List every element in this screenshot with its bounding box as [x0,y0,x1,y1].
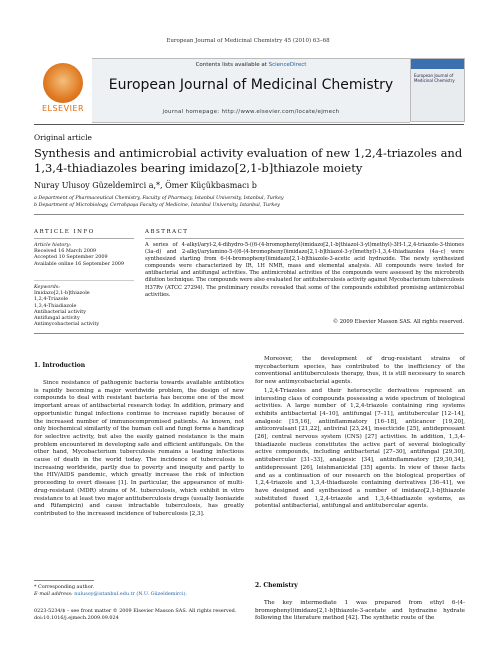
journal-banner [92,58,410,123]
history-online: Available online 16 September 2009 [34,260,125,267]
publisher-name: ELSEVIER [41,104,85,113]
introduction-heading: 1. Introduction [34,362,86,369]
history-label: Article history: [34,242,72,248]
doi-line[interactable]: doi:10.1016/j.ejmech.2009.09.024 [34,614,119,621]
abstract-heading: ABSTRACT [145,229,189,235]
header-divider [34,124,464,125]
journal-cover-thumbnail[interactable] [410,58,465,122]
issn-doi [34,608,294,621]
keyword[interactable]: Antifungal activity [34,315,80,322]
email-line [34,591,244,598]
introduction-column-right [255,356,465,512]
contents-prefix: Contents lists available at [195,62,269,68]
introduction-column-left [34,380,244,520]
affiliations [34,195,464,209]
chemistry-heading: 2. Chemistry [255,582,298,589]
introduction-paragraph: Since resistance of pathogenic bacteria towards available antibiotics is rapidly becoming a major worldwide problem, the design of new compounds to deal with resistant bacteria has become one of the most important areas of antibacterial research today. In addition, primary and opportunistic fungal infections continue to increase rapidly because of the increased number of immunocompromised patients. As known, not only biochemical similarity of the human cell and fungi forms a handicap for selective activity, but also the easily gained resistance is the main problem encountered in developing safe and efficient antifungals. On the other hand, Mycobacterium tuberculosis remains a leading infectious cause of death in the world today. The incidence of tuberculosis is increasing worldwide, partly due to poverty and inequity and partly to the HIV/AIDS pandemic, which greatly increase the risk of infection proceeding to overt disease [1]. In particular, the appearance of multi-drug-resistant (MDR) strains of M. tuberculosis, which exhibit in vitro resistance to at least two major antituberculosis drugs (usually Isoniazide and Rifampicin) and cause intractable tuberculosis, has greatly contributed to the increased incidence of tuberculosis [2,3]. [34,380,244,517]
article-history [34,242,134,267]
elsevier-tree-icon [43,63,83,103]
affiliation-a: a Department of Pharmaceutical Chemistry, Faculty of Pharmacy, Istanbul University, Istanbul, Turkey [34,196,284,201]
article-authors: Nuray Ulusoy Güzeldemirci a,*, Ömer Küçükbasmacı b [34,181,257,190]
history-received: Received 16 March 2009 [34,248,97,255]
cover-band [411,59,464,69]
sciencedirect-link[interactable]: ScienceDirect [268,62,307,68]
journal-homepage-link[interactable]: journal homepage: http://www.elsevier.com/locate/ejmech [162,109,340,115]
cover-title: European Journal of Medicinal Chemistry [414,73,455,84]
keywords-list [34,284,134,327]
email-label: E-mail address: [34,590,75,597]
keyword[interactable]: 1,2,4-Triazole [34,296,68,303]
abstract-copyright: © 2009 Elsevier Masson SAS. All rights reserved. [332,319,464,325]
affiliation-divider [34,214,464,215]
keyword[interactable]: Antimycobacterial activity [34,321,100,328]
elsevier-logo[interactable] [34,58,92,122]
abstract-text: A series of 4-alkyl/aryl-2,4-dihydro-5-((6-(4-bromophenyl)imidazo[2,1-b]thiazol-3-yl)methyl)-3H-1,2,4-triazole-3-thiones (3a–d) and 2-alkyl/arylamino-5-((6-(4-bromophenyl)imidazo[2,1-b]thiazol-3-yl)methyl)-1,3,4-thiadiazoles (4a–c) were synthesized starting from 6-(4-bromophenyl)imidazo[2,1-b]thiazole-3-acetic acid hydrazide. The newly synthesized compounds were characterized by IR, 1H NMR, mass and elemental analysis. All compounds were tested for antibacterial and antifungal activities. The antimicrobial activities of the compounds were assessed by the microbroth dilution technique. The compounds were also evaluated for antituberculosis activity against Mycobacterium tuberculosis H37Rv (ATCC 27294). The preliminary results revealed that some of the compounds exhibited promising antimicrobial activities. [145,242,465,298]
keyword[interactable]: Imidazo[2,1-b]thiazole [34,290,90,297]
journal-citation: European Journal of Medicinal Chemistry 45 (2010) 63–68 [166,38,330,44]
keyword[interactable]: Antibacterial activity [34,308,87,315]
journal-header [34,58,464,123]
article-type: Original article [34,133,92,142]
keywords-rule [34,280,134,281]
footnote [34,584,244,597]
history-accepted: Accepted 10 September 2009 [34,254,108,261]
corresponding-author: * Corresponding author. [34,584,95,590]
introduction-paragraph: 1,2,4-Triazoles and their heterocyclic derivatives represent an interesting class of compounds possessing a wide spectrum of biological activities. A large number of 1,2,4-triazole containing ring systems exhibits antibacterial [4–10], antifungal [7–11], antitubercular [12–14], analgesic [15,16], antiinflammatory [16–18], anticancer [19,20], anticonvulsant [21,22], antiviral [23,24], insecticide [25], antidepressant [26], central nervous system (CNS) [27] activities. In addition, 1,3,4-thiadiazole nucleus constitutes the active part of several biologically active compounds, including antibacterial [27–30], antifungal [29,30], antitubercular [31–33], analgesic [34], antiinflammatory [29,30,34], antidepressant [26], leishmanicidal [35] agents. In view of these facts and as a continuation of our research on the biological properties of 1,2,4-triazole and 1,3,4-thiadiazole containing derivatives [36–41], we have designed and synthesized a number of imidazo[2,1-b]thiazole substituted fused 1,2,4-triazole and 1,3,4-thiadiazole systems, as potential antibacterial, antifungal and antitubercular agents. [255,387,465,510]
body-divider [34,333,464,334]
keyword[interactable]: 1,3,4-Thiadiazole [34,302,77,309]
article-info-heading: ARTICLE INFO [34,229,95,235]
article-title: Synthesis and antimicrobial activity evaluation of new 1,2,4-triazoles and 1,3,4-thiadiazoles bearing imidazo[2,1-b]thiazole moiety [34,146,463,175]
author-email-link[interactable]: nulusoy@istanbul.edu.tr (N.U. Güzeldemirci). [74,590,188,597]
abstract-rule [145,238,464,239]
footnote-rule [34,580,94,581]
affiliation-b: b Department of Microbiology, Cerrahpaşa Faculty of Medicine, Istanbul University, Istanbul, Turkey [34,203,280,208]
chemistry-paragraph: The key intermediate 1 was prepared from ethyl 6-(4-bromophenyl)imidazo[2,1-b]thiazole-3-acetate and hydrazine hydrate following the literature method [42]. The synthetic route of the [255,600,465,622]
article-info-rule [34,238,134,239]
journal-title: European Journal of Medicinal Chemistry [108,77,394,93]
issn-line: 0223-5234/$ – see front matter © 2009 Elsevier Masson SAS. All rights reserved. [34,608,237,614]
contents-line [92,62,410,68]
keywords-label: Keywords: [34,284,60,290]
introduction-paragraph: Moreover, the development of drug-resistant strains of mycobacterium species, has contributed to the inefficiency of the conventional antituberculosis therapy, thus, it is still necessary to search for new antimycobacterial agents. [255,356,465,386]
